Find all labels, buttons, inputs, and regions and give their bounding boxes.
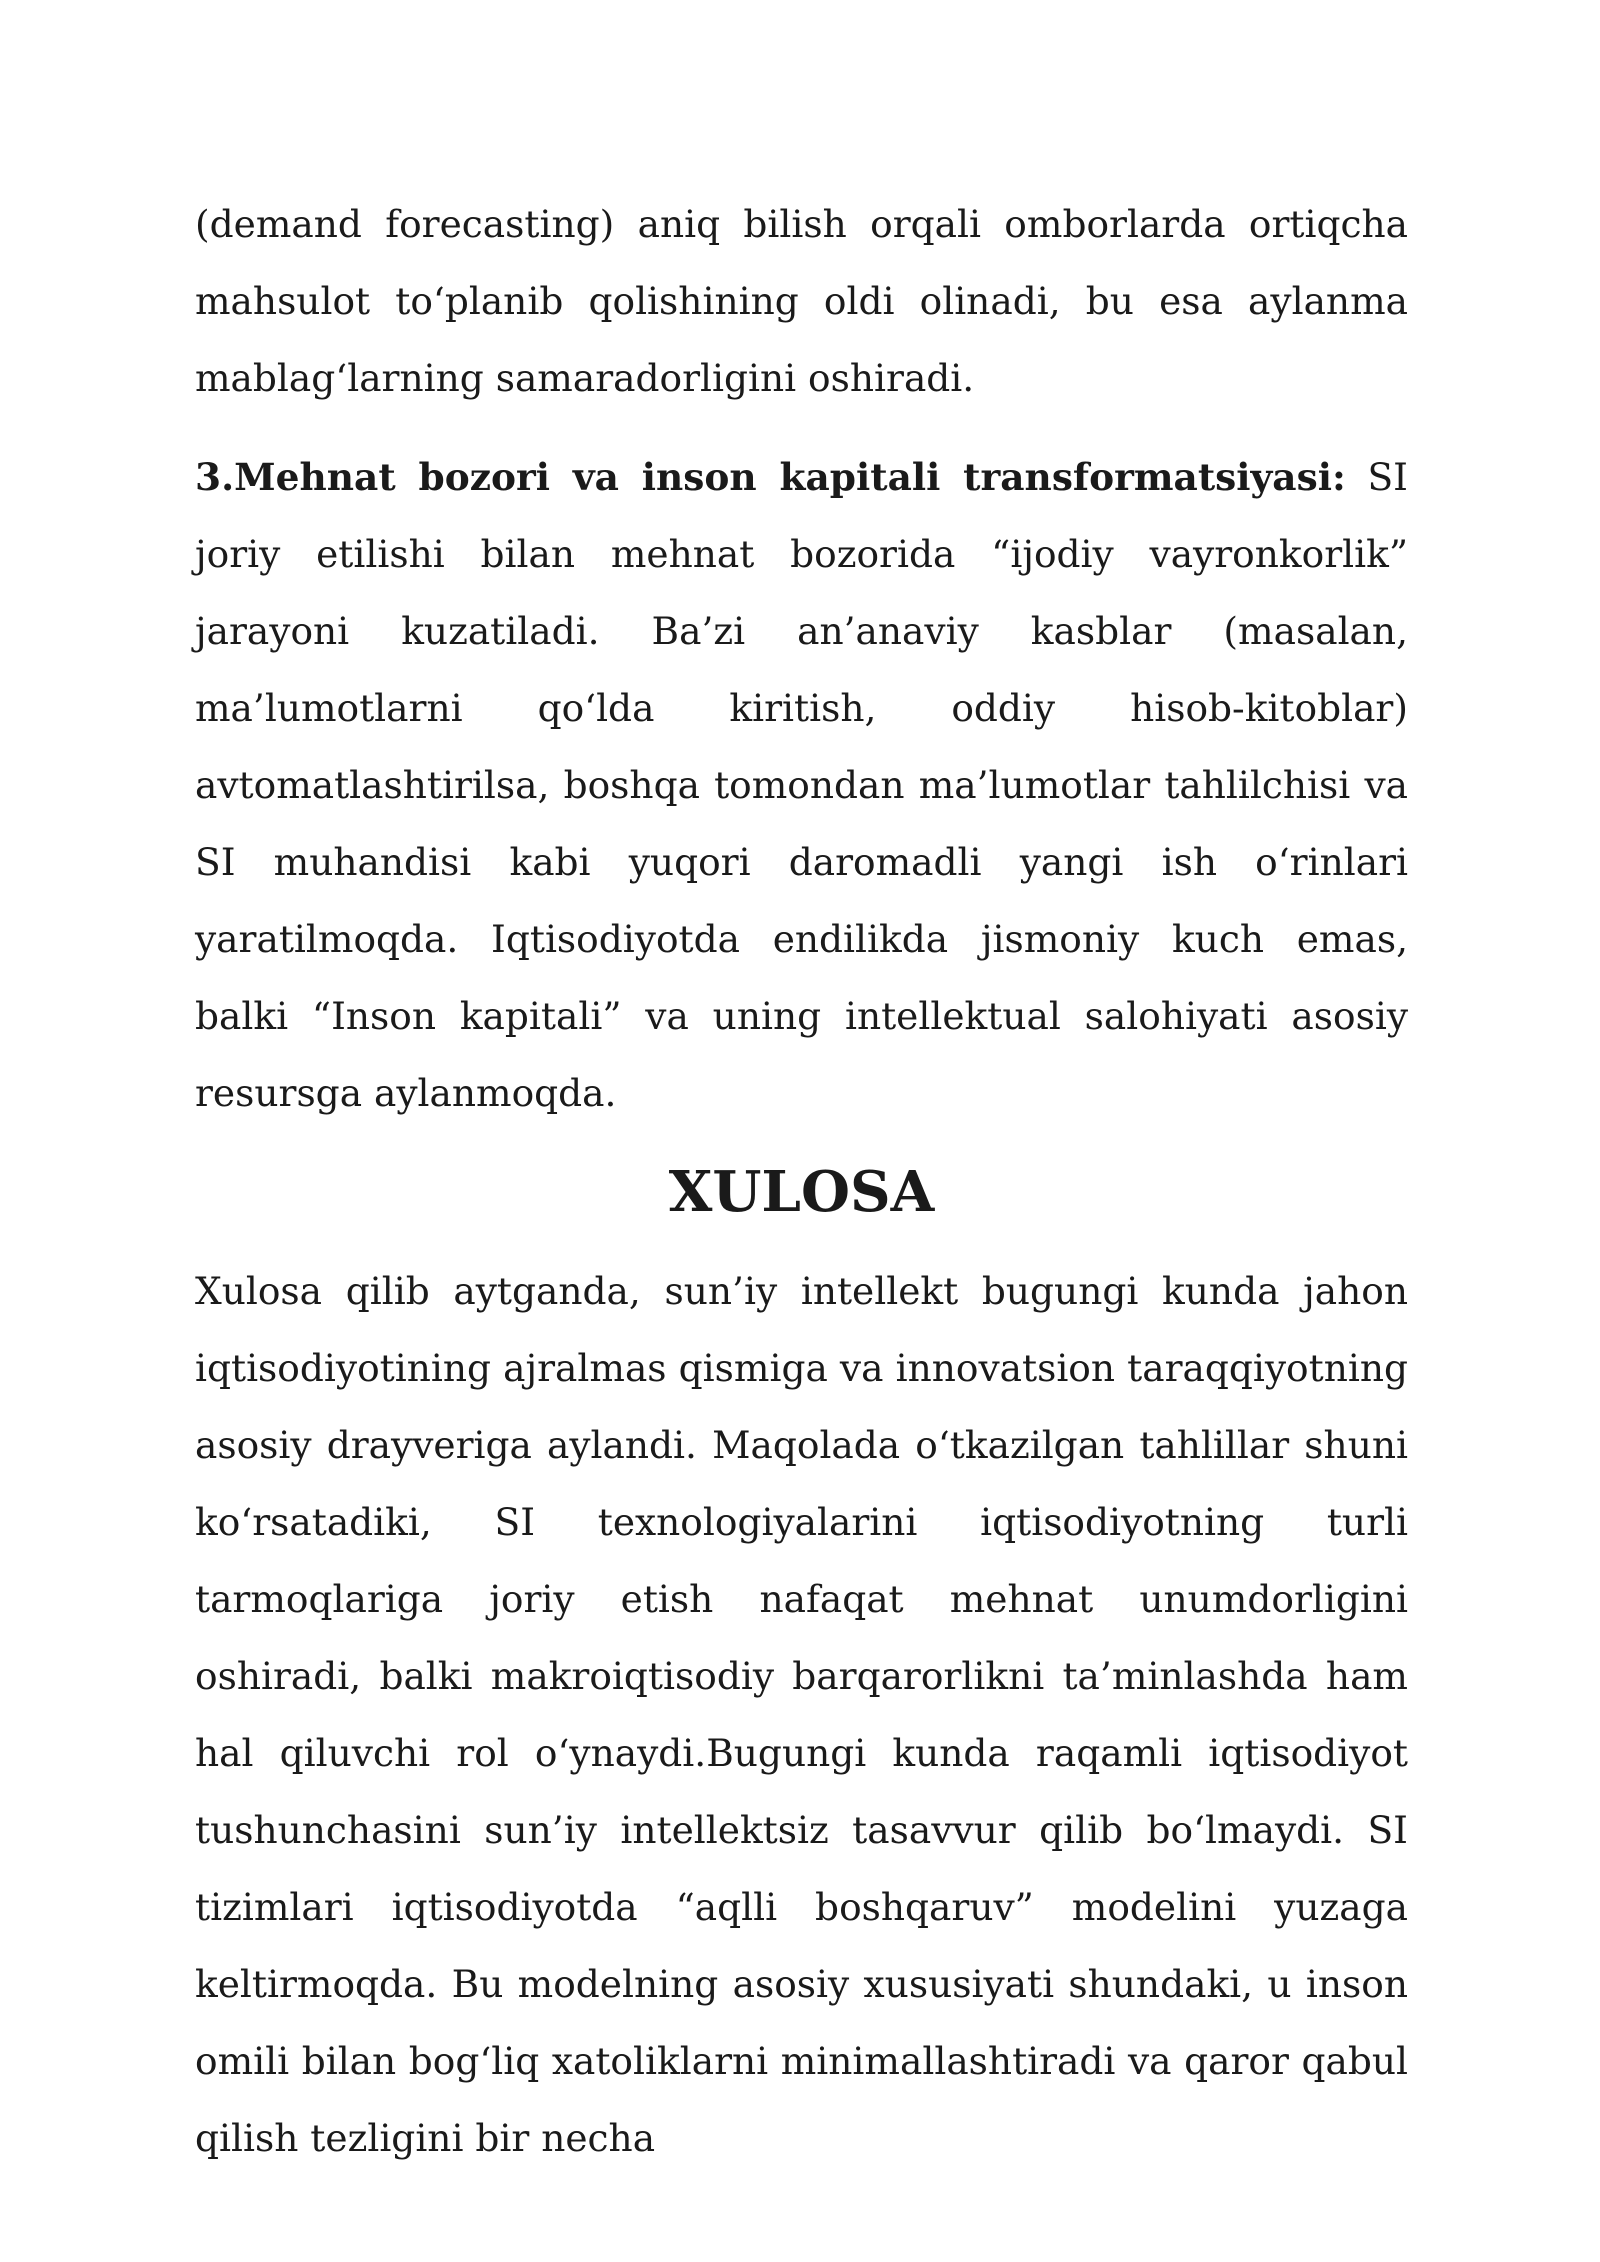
conclusion-title: XULOSA [668, 1159, 935, 1225]
section-3-heading: 3.Mehnat bozori va inson kapitali transformatsiyasi: [195, 455, 1346, 499]
section-3-paragraph [195, 439, 1408, 1132]
conclusion-paragraph: Xulosa qilib aytganda, sun’iy intellekt bugungi kunda jahon iqtisodiyotining ajralmas qismiga va innovatsion taraqqiyotning asosiy drayveriga aylandi. Maqolada o‘tkazilgan tahlillar shuni ko‘rsatadiki, SI texnologiyalarini iqtisodiyotning turli tarmoqlariga joriy etish nafaqat mehnat unumdorligini oshiradi, balki makroiqtisodiy barqarorlikni ta’minlashda ham hal qiluvchi rol o‘ynaydi.Bugungi kunda raqamli iqtisodiyot tushunchasini sun’iy intellektsiz tasavvur qilib bo‘lmaydi. SI tizimlari iqtisodiyotda “aqlli boshqaruv” modelini yuzaga keltirmoqda. Bu modelning asosiy xususiyati shundaki, u inson omili bilan bog‘liq xatoliklarni minimallashtiradi va qaror qabul qilish tezligini bir necha [195, 1269, 1408, 2160]
continued-paragraph: (demand forecasting) aniq bilish orqali omborlarda ortiqcha mahsulot to‘planib qolishining oldi olinadi, bu esa aylanma mablag‘larning samaradorligini oshiradi. [195, 202, 1408, 400]
section-3-body: SI joriy etilishi bilan mehnat bozorida “ijodiy vayronkorlik” jarayoni kuzatiladi. Ba’zi an’anaviy kasblar (masalan, ma’lumotlarni qo‘lda kiritish, oddiy hisob-kitoblar) avtomatlashtirilsa, boshqa tomondan ma’lumotlar tahlilchisi va SI muhandisi kabi yuqori daromadli yangi ish o‘rinlari yaratilmoqda. Iqtisodiyotda endilikda jismoniy kuch emas, balki “Inson kapitali” va uning intellektual salohiyati asosiy resursga aylanmoqda. [195, 455, 1408, 1115]
document-page [195, 186, 1408, 2177]
